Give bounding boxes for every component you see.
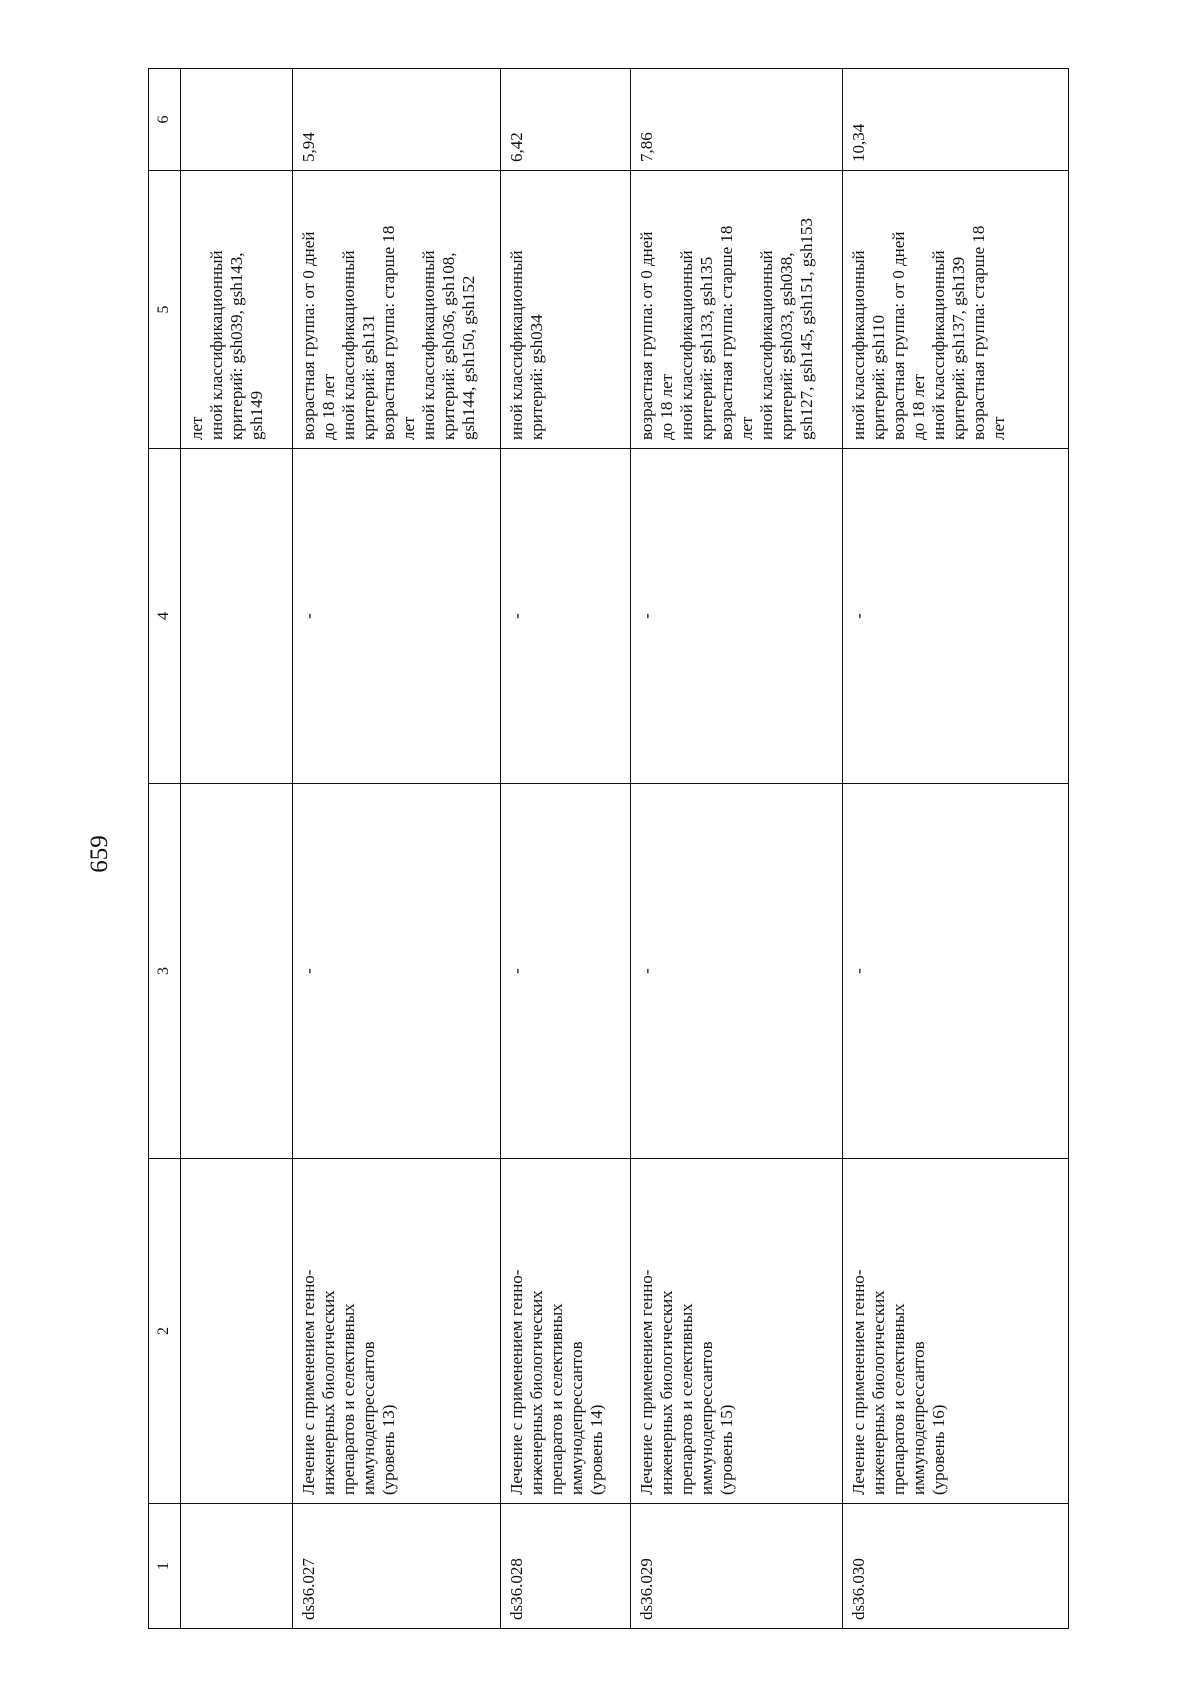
cell-line: gsh144, gsh150, gsh152 — [459, 275, 479, 440]
cell-line: возрастная группа: от 0 дней — [299, 231, 318, 440]
cell-line: (уровень 15) — [717, 1404, 737, 1495]
table-row — [501, 69, 631, 1629]
cell-line: иммунодепрессантов — [909, 1341, 929, 1495]
cont-cell-2 — [181, 1159, 293, 1504]
cont-cell-1 — [181, 1504, 293, 1629]
row-col3: - — [293, 784, 501, 1159]
row-col4: - — [293, 449, 501, 784]
cell-line: инженерных биологических — [869, 1290, 889, 1495]
cell-line: возрастная группа: старше 18 — [717, 225, 737, 440]
cell-line: критерий: gsh033, gsh038, — [777, 252, 797, 440]
cell-line: иной классификационный — [419, 250, 439, 440]
cell-line: иной классификационный — [757, 250, 777, 440]
row-criteria — [501, 171, 631, 449]
cell-line: иной классификационный — [677, 250, 697, 440]
row-criteria — [293, 171, 501, 449]
row-name — [631, 1159, 843, 1504]
cell-line: иммунодепрессантов — [567, 1341, 587, 1495]
cell-line: иной классификационный — [849, 250, 868, 440]
cell-line: препаратов и селективных — [339, 1303, 359, 1495]
cell-line: лет — [399, 416, 419, 440]
cell-line: инженерных биологических — [527, 1290, 547, 1495]
row-code: ds36.029 — [631, 1504, 843, 1629]
cont-cell-4 — [181, 449, 293, 784]
row-coefficient: 5,94 — [293, 69, 501, 171]
cell-line: лет — [187, 416, 206, 440]
table-row — [843, 69, 1069, 1629]
cell-line: до 18 лет — [909, 373, 929, 440]
table-row — [293, 69, 501, 1629]
header-cell-5: 5 — [149, 171, 181, 449]
row-coefficient: 10,34 — [843, 69, 1069, 171]
cell-line: иной классификационный — [929, 250, 949, 440]
cell-line: (уровень 16) — [929, 1404, 949, 1495]
cell-line: инженерных биологических — [319, 1290, 339, 1495]
cell-line: критерий: gsh131 — [359, 314, 379, 440]
row-code: ds36.027 — [293, 1504, 501, 1629]
row-coefficient: 7,86 — [631, 69, 843, 171]
continuation-row — [181, 69, 293, 1629]
cell-line: до 18 лет — [657, 373, 677, 440]
cell-line: лет — [737, 416, 757, 440]
header-row — [149, 69, 181, 1629]
cell-line: Лечение с применением генно- — [507, 1269, 526, 1495]
cell-line: иммунодепрессантов — [359, 1341, 379, 1495]
row-col4: - — [631, 449, 843, 784]
cell-line: возрастная группа: старше 18 — [379, 225, 399, 440]
cont-coefficient-cell — [181, 69, 293, 171]
page-number: 659 — [86, 835, 113, 873]
cell-line: возрастная группа: от 0 дней — [637, 231, 656, 440]
table-row — [631, 69, 843, 1629]
cell-line: gsh127, gsh145, gsh151, gsh153 — [797, 218, 817, 440]
row-name — [843, 1159, 1069, 1504]
cell-line: критерий: gsh034 — [527, 314, 547, 440]
cell-line: препаратов и селективных — [547, 1303, 567, 1495]
cont-criteria-cell — [181, 171, 293, 449]
row-code: ds36.030 — [843, 1504, 1069, 1629]
header-cell-3: 3 — [149, 784, 181, 1159]
cell-line: критерий: gsh036, gsh108, — [439, 252, 459, 440]
cell-line: до 18 лет — [319, 373, 339, 440]
cell-line: критерий: gsh133, gsh135 — [697, 256, 717, 440]
cell-line: препаратов и селективных — [677, 1303, 697, 1495]
cell-line: возрастная группа: от 0 дней — [889, 231, 909, 440]
cell-line: иной классификационный — [339, 250, 359, 440]
cell-line: (уровень 14) — [587, 1404, 607, 1495]
cell-line: Лечение с применением генно- — [637, 1269, 656, 1495]
cell-line: gsh149 — [247, 390, 267, 440]
cell-line: критерий: gsh137, gsh139 — [949, 256, 969, 440]
cell-line: Лечение с применением генно- — [849, 1269, 868, 1495]
cell-line: критерий: gsh110 — [869, 315, 889, 440]
cell-line: критерий: gsh039, gsh143, — [227, 252, 247, 440]
tariff-table — [148, 68, 1069, 1629]
cell-line: возрастная группа: старше 18 — [969, 225, 989, 440]
row-col3: - — [631, 784, 843, 1159]
header-cell-2: 2 — [149, 1159, 181, 1504]
row-col3: - — [843, 784, 1069, 1159]
rotated-table-wrapper — [148, 69, 1068, 1629]
cell-line: иной классификационный — [507, 250, 526, 440]
cell-line: иммунодепрессантов — [697, 1341, 717, 1495]
cell-line: (уровень 13) — [379, 1404, 399, 1495]
row-code: ds36.028 — [501, 1504, 631, 1629]
cell-line: лет — [989, 416, 1009, 440]
cont-cell-3 — [181, 784, 293, 1159]
header-cell-4: 4 — [149, 449, 181, 784]
row-coefficient: 6,42 — [501, 69, 631, 171]
header-cell-1: 1 — [149, 1504, 181, 1629]
header-cell-6: 6 — [149, 69, 181, 171]
row-col3: - — [501, 784, 631, 1159]
cell-line: иной классификационный — [207, 250, 227, 440]
cell-line: инженерных биологических — [657, 1290, 677, 1495]
row-col4: - — [843, 449, 1069, 784]
row-criteria — [631, 171, 843, 449]
cell-line: препаратов и селективных — [889, 1303, 909, 1495]
row-col4: - — [501, 449, 631, 784]
row-name — [501, 1159, 631, 1504]
cell-line: Лечение с применением генно- — [299, 1269, 318, 1495]
row-name — [293, 1159, 501, 1504]
row-criteria — [843, 171, 1069, 449]
